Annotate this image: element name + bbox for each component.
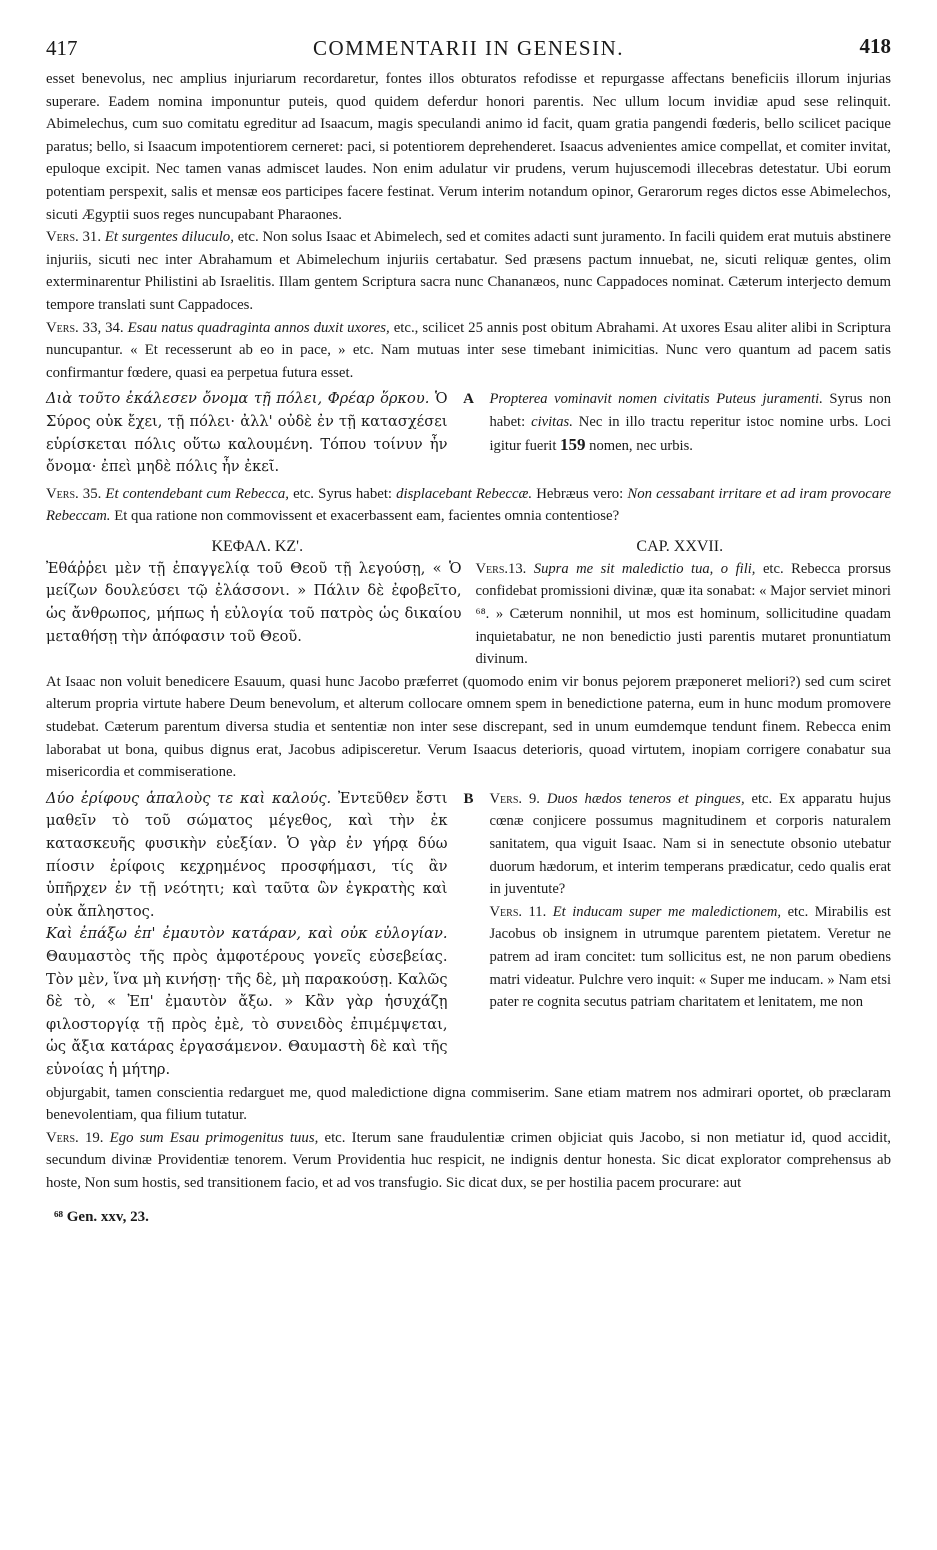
verse-text: etc. Mirabilis est Jacobus ob insignem in utrumque parentem pietatem. Veretur ne patrem ad iram concitet: tum sollicitus est, ne non parum obediens matri videatur. Pulchre vero inquit: « Super me inducam. » Nam etsi pater re cognita secutus patriam charitatem et lenitatem, me non [489,903,891,1011]
verse-text: Et qua ratione non commovissent et exacerbassent eam, facientes omnia contentiose? [110,508,620,525]
verse-text: etc., scilicet 25 annis post obitum Abrahami. At uxores Esau aliter alibi in Scriptura nuncupantur. « Et recesserunt ab eo in pace, » etc. Nam mutuas inter sese timebant inimicitias. Nunc vero quantum ad pacem satis confirmantur fœdere, quasi ea perpetua futura esset. [46,319,892,381]
latin-text: Nec in illo tractu reperitur istoc nomine urbs. Loci igitur fuerit [489,413,891,454]
verse-text: Hebræus vero: [532,485,628,502]
verse-19-note [46,1127,891,1195]
verse-lemma: Et surgentes diluculo, [104,229,234,246]
chapter-headings [46,538,891,556]
verse-label: Vers.13. [475,560,527,577]
verse-lemma: Et contendebant cum Rebecca, [105,485,289,502]
greek-column-chapter: Ἐθάῤῥει μὲν τῇ ἐπαγγελίᾳ τοῦ Θεοῦ τῇ λεγούσῃ, « Ὁ μείζων δουλεύσει τῷ ἐλάσσονι. » Πάλιν δὲ ἐφοβεῖτο, ὡς ἄνθρωπος, μήπως ἡ εὐλογία τοῦ πατρὸς ὡς δικαίου μεταθήσῃ τὴν ἀπόφασιν τοῦ Θεοῦ. [46,559,462,645]
section-b-columns [46,788,891,1082]
verse-31-note [46,226,891,316]
verse-lemma: Duos hædos teneros et pingues, [546,790,745,807]
verse-lemma: Et inducam super me maledictionem, [552,903,782,920]
paragraph-isaac: At Isaac non voluit benedicere Esauum, quasi hunc Jacobo præferret (quomodo enim vir bonus pejorem præponeret meliori?) sed cum sciret alterum propria virtute habere Deum benevolum, et alterum collocare omnem spem in benedictione paterna, eum in hunc modum promovere studebat. Cæterum parentum diversa studia et sententiæ non inter sese discrepant, sed in unum eumdemque tendunt finem. Rebecca enim laborabat ut bona, quibus dignus erat, Jacobus adipisceretur. Verum Isaacus deterioris, quoad virtutem, inopiam corrigere conabatur sua misericordia et commiseratione. [46,673,891,781]
column-number: 159 [560,434,586,454]
latin-chapter-heading: CAP. XXVII. [636,537,724,555]
latin-text: nomen, nec urbis. [585,437,693,454]
latin-column-chapter [476,558,892,671]
verse-label: Vers. 19. [46,1129,104,1146]
verse-label: Vers. 35. [46,485,102,502]
verse-label: Vers. 11. [489,903,547,920]
paragraph-opening: esset benevolus, nec amplius injuriarum recordaretur, fontes illos obturatos refodisse et repurgasse affectans beneficiis illorum injurias superare. Eadem nomina imponuntur puteis, quod quidem deferdur honori parentis. Nec ullum locum invidiæ apud sese relinquit. Abimelechus, cum suo comitatu egreditur ad Isaacum, magis speculandi animo id facit, quam gratia pangendi fœderis, bello scilicet pacique paratus; bello, si Isaacum impotentiorem cerneret: paci, si potentiorem deprehenderet. Isaacus advenientes amice compellat, et comiter invitat, epuloque excipit. Nec tamen vanas admiscet laudes. Non enim adulatur vir prudens, verum hujuscemodi illecebras detestatur. Ubi eorum potentiam perspexit, salis et mensæ eos participes facere festinat. Verum interim notandum opinor, Gerarorum reges dictos esse Abimelechos, sicuti Ægyptii suos reges nuncupabant Pharaones. [46,71,891,223]
latin-lemma: Propterea vominavit nomen civitatis Puteus juramenti. [489,391,823,408]
latin-column-a [490,388,892,478]
latin-column-b [490,788,892,1082]
verse-text: etc. Ex apparatu hujus cœnæ conjicere possumus magnitudinem et corporis naturalem sanitatem, qua viguit Isaac. Nam si in senectute obsonio utebatur duorum hædorum, et interim temperans prædicatur, cedo qualis erat in juventute? [489,790,891,898]
verse-text: etc. Non solus Isaac et Abimelech, sed et comites adacti sunt juramento. In facili quidem erat mutuis abstinere injuriis, sicuti nec inter Abrahamum et Abimelechum injuriis certabatur. Sed præsens pactum innuebat, ne, sicuti reliquæ gentes, olim exterminarentur Philistini ab Israelitis. Illam gentem Scriptura sacra nunc Chananæos, nunc Cappadoces nominat. Cæterum interjecto demum tempore translati sunt Cappadoces. [46,229,891,313]
column-marker-b: B [463,790,474,807]
verse-lemma: Ego sum Esau primogenitus tuus, [109,1129,319,1146]
latin-text: Syrus non habet: [489,391,891,430]
footnote: ⁶⁸ Gen. xxv, 23. [54,1208,149,1225]
paragraph-objurgabit: objurgabit, tamen conscientia redarguet me, quod maledictione digna commiserim. Sane etiam matrem nos admirari oportet, ob præclaram benevolentiam, qua filium tutatur. [46,1084,891,1124]
column-marker-a: A [463,391,474,408]
greek-column-a [46,388,448,478]
syriac-reading: displacebant Rebeccæ. [396,485,533,502]
verse-label: Vers. 31. [46,229,102,246]
right-page-number: 418 [859,34,891,58]
running-title: COMMENTARII IN GENESIN. [312,36,625,60]
greek-text: Θαυμαστὸς τῆς πρὸς ἀμφοτέρους γονεῖς εὐσεβείας. Τὸν μὲν, ἵνα μὴ κινήσῃ· τῆς δὲ, μὴ παρακούσῃ. Καλῶς δὲ τὸ, « Ἐπ' ἐμαυτὸν ἄξω. » Κἂν γὰρ ἡσυχάζῃ φιλοστοργίᾳ τῇ πρὸς ἐμὲ, τὸ συνειδὸς ἐπιμέμψεται, ὡς ἄξια κατάρας ἐργασάμενον. Θαυμαστὴ δὲ καὶ τῆς εὐνοίας ἡ μήτηρ. [46,947,448,1078]
page-header [46,34,891,68]
greek-text: Ἐντεῦθεν ἔστι μαθεῖν τὸ τοῦ σώματος μέγεθος, καὶ τὴν ἐκ κατασκευῆς φυσικὴν εὐεξίαν. Ὁ γὰρ ἐν γήρᾳ δύω πίοσιν ἐρίφοις κεχρημένος προσφήμασι, τίς ἂν ὑπῆρχεν ἐν τῇ νεότητι; καὶ ταῦτα ὢν ἐγκρατὴς καὶ οὐκ ἄπληστος. [46,789,448,920]
greek-column-b [46,788,448,1082]
verse-text: etc. Rebecca prorsus confidebat promissioni divinæ, quæ ita sonabat: « Major serviet minori ⁶⁸. » Cæterum nonnihil, ut mos est hominum, sollicitudine quadam inquietabatur, ne non benedictio justi parentis mutaret pronuntiatum divinum. [475,560,891,668]
hebrew-reading: Non cessabant irritare et ad iram provocare Rebeccam. [46,485,892,525]
verse-text: etc. Iterum sane fraudulentiæ crimen objiciat quis Jacobo, si non metiatur id, quod accidit, secundum divinæ Providentiæ tenorem. Verum Providentia huc respicit, ne indignis dentur honesta. Sic dicat explorator comprehensus ab hoste, Non sum hostis, sed transitionem facio, et ad vos transfugio. Sic dicat dux, se per hostilia pacem procurare: aut [46,1129,892,1191]
section-a-columns [46,388,891,478]
verse-35-note [46,483,891,528]
latin-civitas: civitas. [531,413,573,430]
greek-lemma: Διὰ τοῦτο ἐκάλεσεν ὄνομα τῇ πόλει, Φρέαρ ὅρκου. [46,390,430,408]
verse-lemma: Esau natus quadraginta annos duxit uxores, [127,319,390,336]
verse-lemma: Supra me sit maledictio tua, o fili, [533,560,756,577]
verse-label: Vers. 33, 34. [46,319,124,336]
verse-33-34-note [46,317,891,385]
verse-text: etc. Syrus habet: [288,485,397,502]
chapter-columns [46,558,891,671]
greek-chapter-heading: ΚΕΦΑΛ. ΚΖ'. [211,537,304,555]
greek-text: Ὁ Σύρος οὐκ ἔχει, τῇ πόλει· ἀλλ' οὐδὲ ἐν τῇ κατασχέσει εὑρίσκεται πόλις οὕτω καλουμένη. Τόπου τοίνυν ἦν ὄνομα· ἐπεὶ μηδὲ πόλις ἦν ἐκεῖ. [46,390,448,476]
greek-lemma: Καὶ ἐπάξω ἐπ' ἐμαυτὸν κατάραν, καὶ οὐκ εὐλογίαν. [46,925,448,943]
left-page-number: 417 [46,36,78,60]
verse-label: Vers. 9. [489,790,540,807]
greek-lemma: Δύο ἐρίφους ἁπαλοὺς τε καὶ καλούς. [46,789,332,807]
